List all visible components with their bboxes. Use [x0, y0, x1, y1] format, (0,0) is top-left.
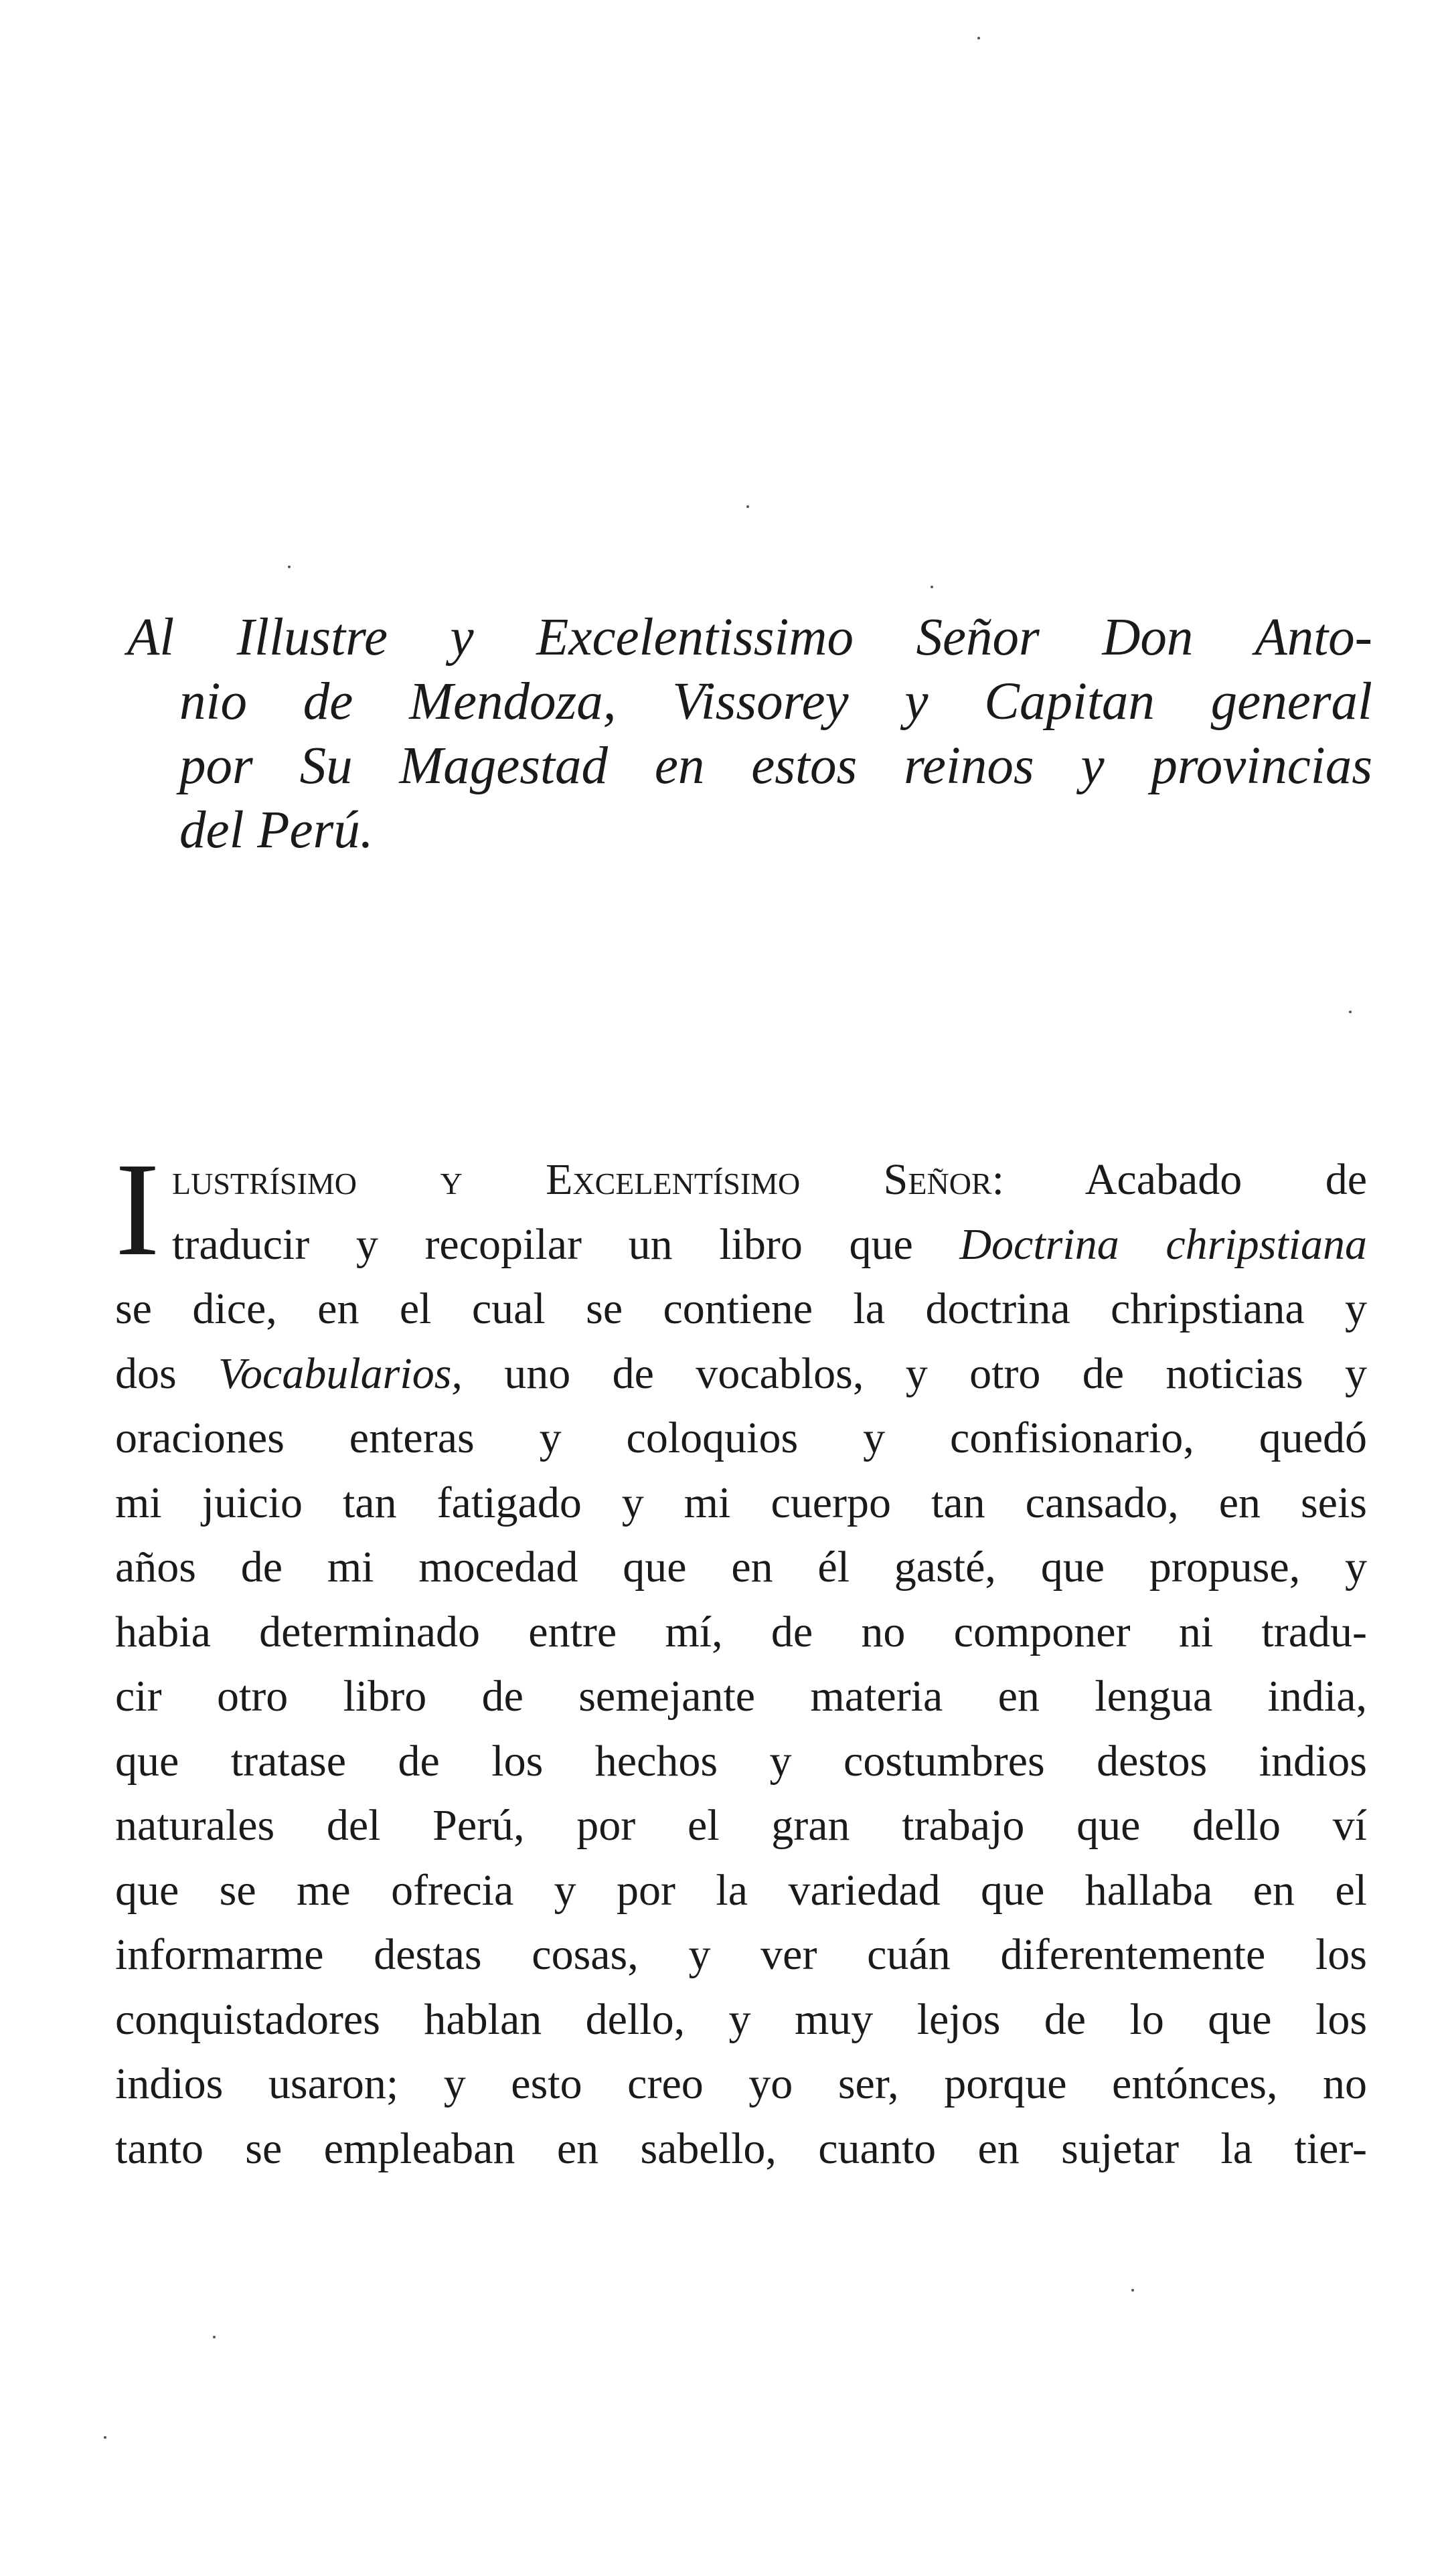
book-title-italic: Doctrina chripstiana	[959, 1219, 1367, 1269]
vocabularios-italic: Vocabularios,	[218, 1349, 463, 1398]
dedication-line: del Perú.	[179, 801, 374, 859]
paper-speck	[288, 566, 291, 568]
drop-cap: I	[115, 1136, 160, 1284]
body-paragraph	[115, 1136, 1368, 2181]
text-line: conquistadores hablan dello, y muy lejos de lo que los	[115, 1994, 1367, 2044]
paper-speck	[213, 2336, 216, 2338]
paper-speck	[931, 586, 933, 588]
dedication-heading	[127, 606, 1372, 863]
text-line: habia determinado entre mí, de no componer ni tradu-	[115, 1607, 1367, 1656]
text-line: informarme destas cosas, y ver cuán diferentemente los	[115, 1930, 1367, 1979]
text-line: que se me ofrecia y por la variedad que hallaba en el	[115, 1865, 1367, 1915]
salutation-smallcaps: lustrísimo y Excelentísimo Señor:	[172, 1155, 1004, 1204]
text-line	[115, 1148, 1367, 1213]
paper-speck	[746, 505, 749, 508]
text-line: oraciones enteras y coloquios y confisionario, quedó	[115, 1413, 1367, 1462]
text-fragment: uno de vocablos, y otro de noticias y	[504, 1349, 1368, 1398]
text-fragment: Acabado de	[1084, 1155, 1367, 1204]
dedication-line: por Su Magestad en estos reinos y provincias	[179, 737, 1372, 795]
text-line	[115, 1213, 1367, 1278]
dedication-line: Al Illustre y Excelentissimo Señor Don Anto-	[127, 608, 1372, 667]
text-line: que tratase de los hechos y costumbres destos indios	[115, 1736, 1367, 1786]
text-line	[115, 1342, 1367, 1407]
text-fragment: traducir y recopilar un libro que	[172, 1219, 913, 1269]
text-line: naturales del Perú, por el gran trabajo que dello ví	[115, 1801, 1367, 1850]
paper-speck	[104, 2436, 106, 2439]
text-line: cir otro libro de semejante materia en lengua india,	[115, 1672, 1367, 1721]
text-line: se dice, en el cual se contiene la doctrina chripstiana y	[115, 1284, 1367, 1333]
text-fragment: dos	[115, 1349, 177, 1398]
text-line: mi juicio tan fatigado y mi cuerpo tan cansado, en seis	[115, 1478, 1367, 1527]
paper-speck	[1131, 2289, 1134, 2292]
paper-speck	[1349, 1011, 1352, 1013]
text-line: tanto se empleaban en sabello, cuanto en sujetar la tier-	[115, 2124, 1367, 2173]
text-line: años de mi mocedad que en él gasté, que propuse, y	[115, 1543, 1367, 1592]
text-line: indios usaron; y esto creo yo ser, porque entónces, no	[115, 2059, 1367, 2108]
paper-speck	[977, 37, 980, 39]
dedication-line: nio de Mendoza, Vissorey y Capitan general	[179, 673, 1372, 731]
